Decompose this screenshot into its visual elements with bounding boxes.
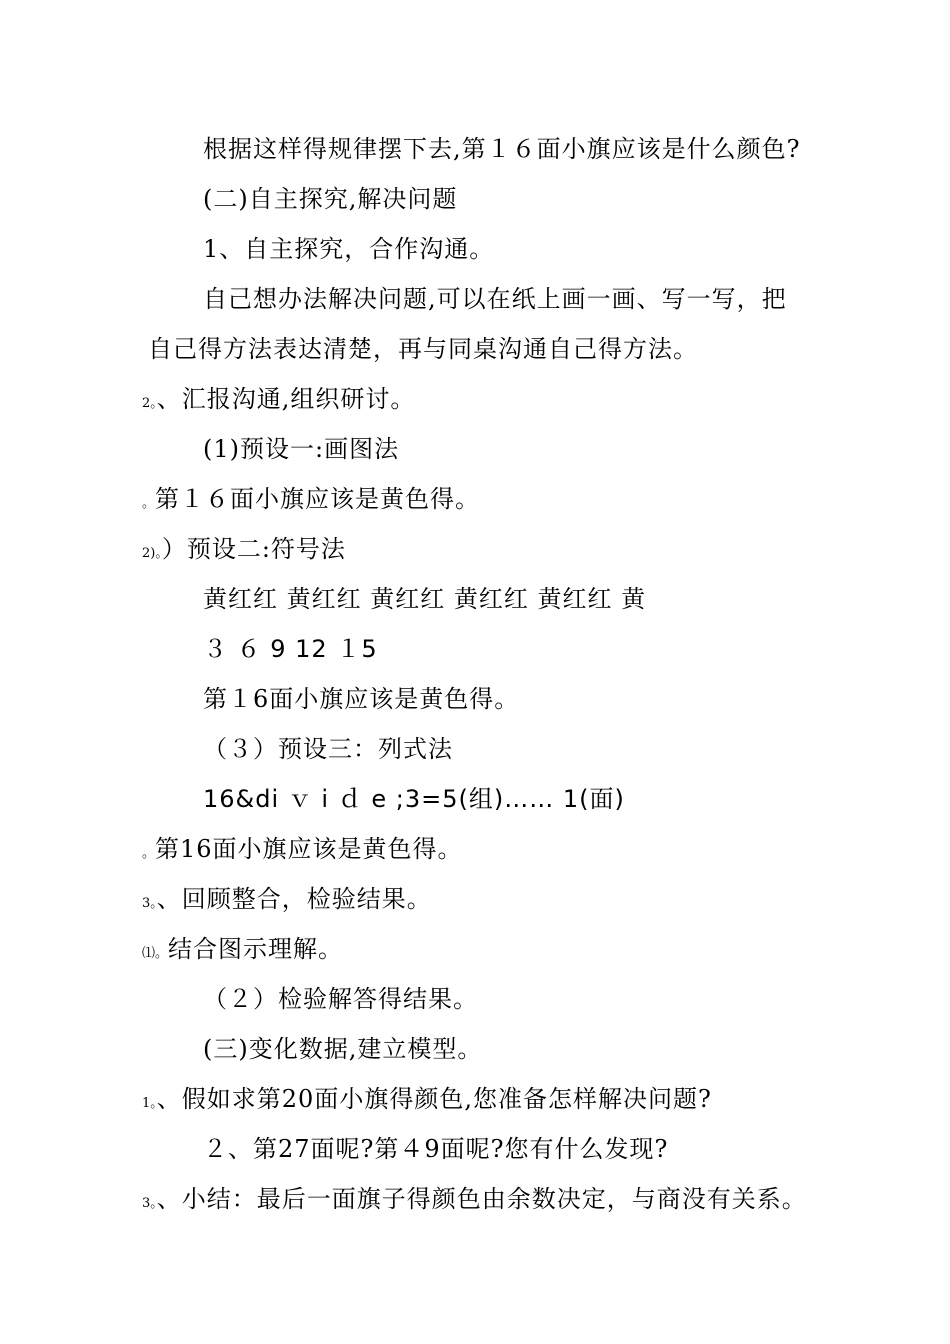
paragraph-line: (1)预设一:画图法 xyxy=(203,435,400,463)
section-heading: (二)自主探究,解决问题 xyxy=(203,185,458,213)
paragraph-line: （３）预设三：列式法 xyxy=(203,735,453,763)
paragraph-line: 1。、假如求第20面小旗得颜色,您准备怎样解决问题? xyxy=(142,1085,712,1113)
paragraph-line: 2)。）预设二:符号法 xyxy=(142,535,346,563)
equation-line: 16&di ｖ i ｄ e ;3=5(组)…… 1(面) xyxy=(203,785,625,813)
number-sequence: ３ ６ 9 12 １5 xyxy=(203,635,378,663)
paragraph-line: 。第16面小旗应该是黄色得。 xyxy=(142,835,463,863)
paragraph-line: 黄红红 黄红红 黄红红 黄红红 黄红红 黄 xyxy=(203,585,647,613)
paragraph-line: 。第１６面小旗应该是黄色得。 xyxy=(142,485,481,513)
subsection-heading: 3。、回顾整合，检验结果。 xyxy=(142,885,432,913)
paragraph-line: 根据这样得规律摆下去,第１６面小旗应该是什么颜色? xyxy=(203,135,801,163)
subsection-heading: 2。、汇报沟通,组织研讨。 xyxy=(142,385,416,413)
paragraph-line: ⑴。结合图示理解。 xyxy=(142,935,344,963)
section-heading: (三)变化数据,建立模型。 xyxy=(203,1035,483,1063)
paragraph-line: 3。、小结：最后一面旗子得颜色由余数决定，与商没有关系。 xyxy=(142,1185,807,1213)
subsection-heading: 1、自主探究，合作沟通。 xyxy=(203,235,495,263)
paragraph-line: 自己得方法表达清楚，再与同桌沟通自己得方法。 xyxy=(148,335,698,363)
paragraph-line: （２）检验解答得结果。 xyxy=(203,985,478,1013)
paragraph-line: 自己想办法解决问题,可以在纸上画一画、写一写，把 xyxy=(203,285,787,313)
paragraph-line: ２、第27面呢?第４9面呢?您有什么发现? xyxy=(203,1135,669,1163)
paragraph-line: 第１6面小旗应该是黄色得。 xyxy=(203,685,520,713)
